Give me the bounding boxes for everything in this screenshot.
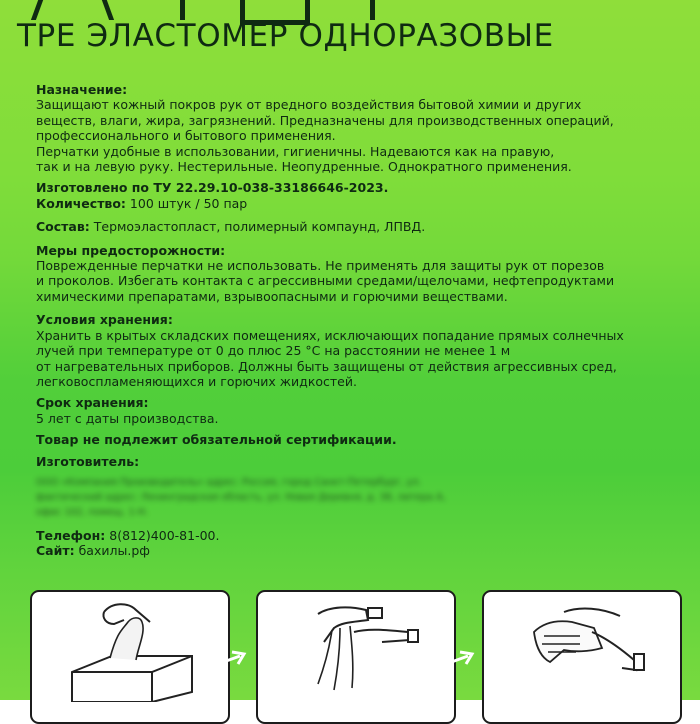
quantity-row <box>36 196 676 211</box>
step-2-panel <box>256 590 456 724</box>
precautions-line: и проколов. Избегать контакта с агрессивными средами/щелочами, нефтепродуктами <box>36 273 615 289</box>
step-1-panel <box>30 590 230 724</box>
storage-line: лучей при температуре от 0 до плюс 25 °С на расстоянии не менее 1 м <box>36 343 511 359</box>
purpose-line: профессионального и бытового применения. <box>36 128 336 144</box>
shelf-life-heading: Срок хранения: <box>36 395 149 411</box>
arrow-right-icon <box>444 648 478 668</box>
manufacturer-heading: Изготовитель: <box>36 453 140 469</box>
purpose-line: так и на левую руку. Нестерильные. Неопудренные. Однократного применения. <box>36 159 572 175</box>
quantity-value: 100 штук / 50 пар <box>125 195 248 211</box>
box-with-glove-icon <box>32 592 228 702</box>
manufacturer-address-line: офис 102, помещ. 1-Н. <box>36 506 149 518</box>
site-label: Сайт: <box>36 543 75 559</box>
phone-label: Телефон: <box>36 527 106 543</box>
arrow-right-icon <box>216 648 250 668</box>
shelf-life-value: 5 лет с даты производства. <box>36 410 219 426</box>
composition-row <box>36 219 676 234</box>
brand-logo-fragment <box>0 0 700 20</box>
phone-value: 8(812)400-81-00. <box>105 527 220 543</box>
purpose-line: веществ, влаги, жира, загрязнений. Предназначены для производственных операций, <box>36 112 614 128</box>
phone-row <box>36 528 676 543</box>
storage-heading: Условия хранения: <box>36 312 173 328</box>
gloved-hand-icon <box>484 592 680 702</box>
product-subtitle: ТРЕ ЭЛАСТОМЕР ОДНОРАЗОВЫЕ <box>17 18 554 54</box>
composition-value: Термоэластопласт, полимерный компаунд, ЛПВД. <box>89 219 426 235</box>
manufacturer-address-blurred <box>36 475 676 520</box>
purpose-heading: Назначение: <box>36 82 128 97</box>
instruction-steps <box>0 586 700 700</box>
purpose-line: Перчатки удобные в использовании, гигиеничны. Надеваются как на правую, <box>36 143 555 159</box>
precautions-line: Поврежденные перчатки не использовать. Не применять для защиты рук от порезов <box>36 258 605 274</box>
storage-line: Хранить в крытых складских помещениях, исключающих попадание прямых солнечных <box>36 327 624 343</box>
composition-label: Состав: <box>36 219 90 235</box>
purpose-line: Защищают кожный покров рук от вредного воздействия бытовой химии и других <box>36 97 582 113</box>
storage-line: от нагревательных приборов. Должны быть защищены от действия агрессивных сред, <box>36 358 617 374</box>
site-row <box>36 543 676 558</box>
label-text-block <box>36 82 676 559</box>
quantity-label: Количество: <box>36 195 126 211</box>
hand-pulling-glove-icon <box>258 592 454 702</box>
manufactured-by-text: Изготовлено по ТУ 22.29.10-038-33186646-2023. <box>36 180 389 196</box>
precautions-heading: Меры предосторожности: <box>36 242 226 258</box>
site-value: бахилы.рф <box>74 543 150 559</box>
storage-line: легковоспламеняющихся и горючих жидкостей. <box>36 373 357 389</box>
precautions-line: химическими препаратами, взрывоопасными и горючими веществами. <box>36 288 508 304</box>
step-3-panel <box>482 590 682 724</box>
certification-note: Товар не подлежит обязательной сертификации. <box>36 432 397 448</box>
manufacturer-address-line: фактический адрес: Ленинградская область, ул. Новая Деревня, д. 38, литера А, <box>36 491 446 503</box>
manufacturer-address-line: ООО «Компания Производитель» адрес: Россия, город Санкт-Петербург, ул. <box>36 476 422 488</box>
